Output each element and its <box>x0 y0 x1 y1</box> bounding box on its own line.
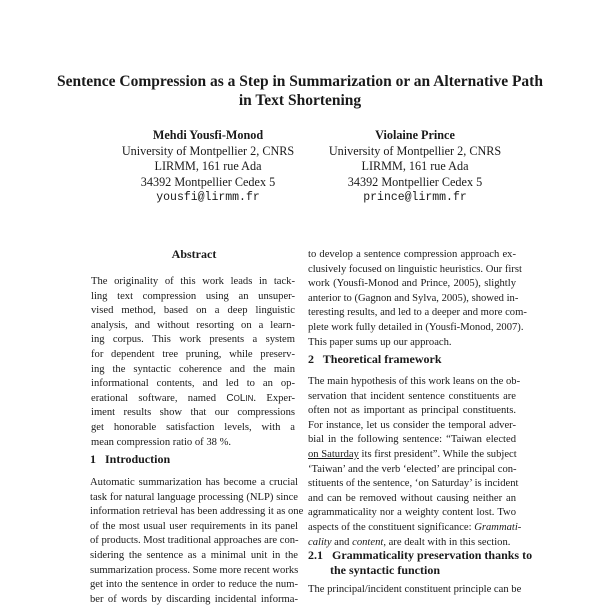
text-line: work (Yousfi-Monod and Prince, 2005), slightly <box>308 278 516 290</box>
text-line: task for natural language processing (NLP) since <box>90 491 298 503</box>
text-line: agrammaticality nor a weighty content lost. Two <box>308 507 516 519</box>
text-line: This paper sums up our approach. <box>308 336 452 348</box>
text-line: informational contents, and led to an op- <box>91 378 295 390</box>
text-line: clusively focused on linguistic heuristics. Our first <box>308 263 522 275</box>
author-block <box>98 128 318 206</box>
text-line: The principal/incident constituent principle can be <box>308 584 522 595</box>
author-email: yousfi@lirmm.fr <box>156 191 260 204</box>
text-line: For instance, let us consider the temporal adver- <box>308 419 516 431</box>
text-line: plete work fully detailed in (Yousfi-Monod, 2007). <box>308 321 524 333</box>
text-line: Automatic summarization has become a crucial <box>90 477 298 488</box>
text-line: iment results show that our compressions <box>91 407 295 419</box>
author-name: Violaine Prince <box>375 128 455 142</box>
author-name: Mehdi Yousfi-Monod <box>152 128 264 142</box>
author-block <box>305 128 525 206</box>
text-line: ing the syntactic coherence and the main <box>91 363 295 375</box>
text-line: servation that incident sentence constituents are <box>308 390 516 402</box>
author-affiliation: University of Montpellier 2, CNRS <box>121 143 295 158</box>
section2-heading: 2 Theoretical framework <box>308 352 442 366</box>
intro-heading: 1 Introduction <box>90 452 171 466</box>
author-lab: LIRMM, 161 rue Ada <box>154 159 262 173</box>
text-line: summarization process. Some more recent works <box>90 564 299 576</box>
text-line: mean compression ratio of 38 %. <box>91 436 232 448</box>
text-line: on Saturday its first president”. While the subject <box>308 448 517 460</box>
abstract-heading: Abstract <box>171 247 217 261</box>
text-line: The main hypothesis of this work leans on the ob- <box>308 376 521 387</box>
text-line: sidering the sentence as a minimal unit in the <box>90 549 298 561</box>
intro-body <box>90 476 304 607</box>
section21-body <box>308 583 522 598</box>
author-lab: LIRMM, 161 rue Ada <box>361 159 469 173</box>
text-line: ber of words by discarding incidental informa- <box>90 593 298 605</box>
author-email: prince@lirmm.fr <box>363 191 467 204</box>
author-city: 34392 Montpellier Cedex 5 <box>140 174 276 189</box>
heading-line: the syntactic function <box>330 563 440 577</box>
heading-line: 2.1 Grammaticality preservation thanks to <box>308 548 533 562</box>
author-affiliation: University of Montpellier 2, CNRS <box>328 143 502 158</box>
title-line: in Text Shortening <box>238 92 362 109</box>
abstract-body <box>91 275 295 450</box>
text-line: of the most usual user requirements in its panel <box>90 520 298 532</box>
text-line: stituents of the sentence, ‘on Saturday’ is incident <box>308 478 519 490</box>
text-line: The originality of this work leads in tack- <box>91 276 295 287</box>
text-line: often not as important as principal constituents. <box>308 405 516 417</box>
text-line: get honorable satisfaction levels, with a <box>91 421 295 433</box>
text-line: anterior to (Gagnon and Sylva, 2005), showed in- <box>308 292 519 304</box>
text-line: cality and content, are dealt with in this section. <box>308 536 511 548</box>
section21-heading <box>308 548 532 578</box>
text-line: and can be removed without causing neither an <box>308 492 516 504</box>
section2-body <box>308 375 522 550</box>
text-line: aspects of the constituent significance: Grammati- <box>308 521 522 533</box>
text-line: ling text compression using an unsuper- <box>91 290 295 302</box>
text-line: for dependent tree pruning, while preserv- <box>91 348 295 360</box>
text-line: teresting results, and led to a deeper and more com- <box>308 307 527 319</box>
right-column-text <box>308 248 527 350</box>
text-line: vised method, based on a deep linguistic <box>91 305 295 317</box>
text-line: get into the sentence in order to reduce the num- <box>90 579 298 591</box>
text-line: erational software, named COLIN. Exper- <box>91 392 295 404</box>
author-city: 34392 Montpellier Cedex 5 <box>347 174 483 189</box>
text-line: of products. Most traditional approaches are con- <box>90 535 299 547</box>
text-line: bial in the following sentence: “Taiwan elected <box>308 434 516 446</box>
text-line: information retrieval has been addressing it as one <box>90 506 304 518</box>
paper-title <box>40 72 560 110</box>
text-line: ‘Taiwan’ and the verb ‘elected’ are principal con- <box>308 463 517 475</box>
text-line: to develop a sentence compression approach ex- <box>308 249 516 260</box>
text-line: ing corpus. This work presents a system <box>91 334 295 346</box>
text-line: analysis, and without resorting on a learn- <box>91 319 295 331</box>
title-line: Sentence Compression as a Step in Summarization or an Alternative Path <box>57 73 543 90</box>
